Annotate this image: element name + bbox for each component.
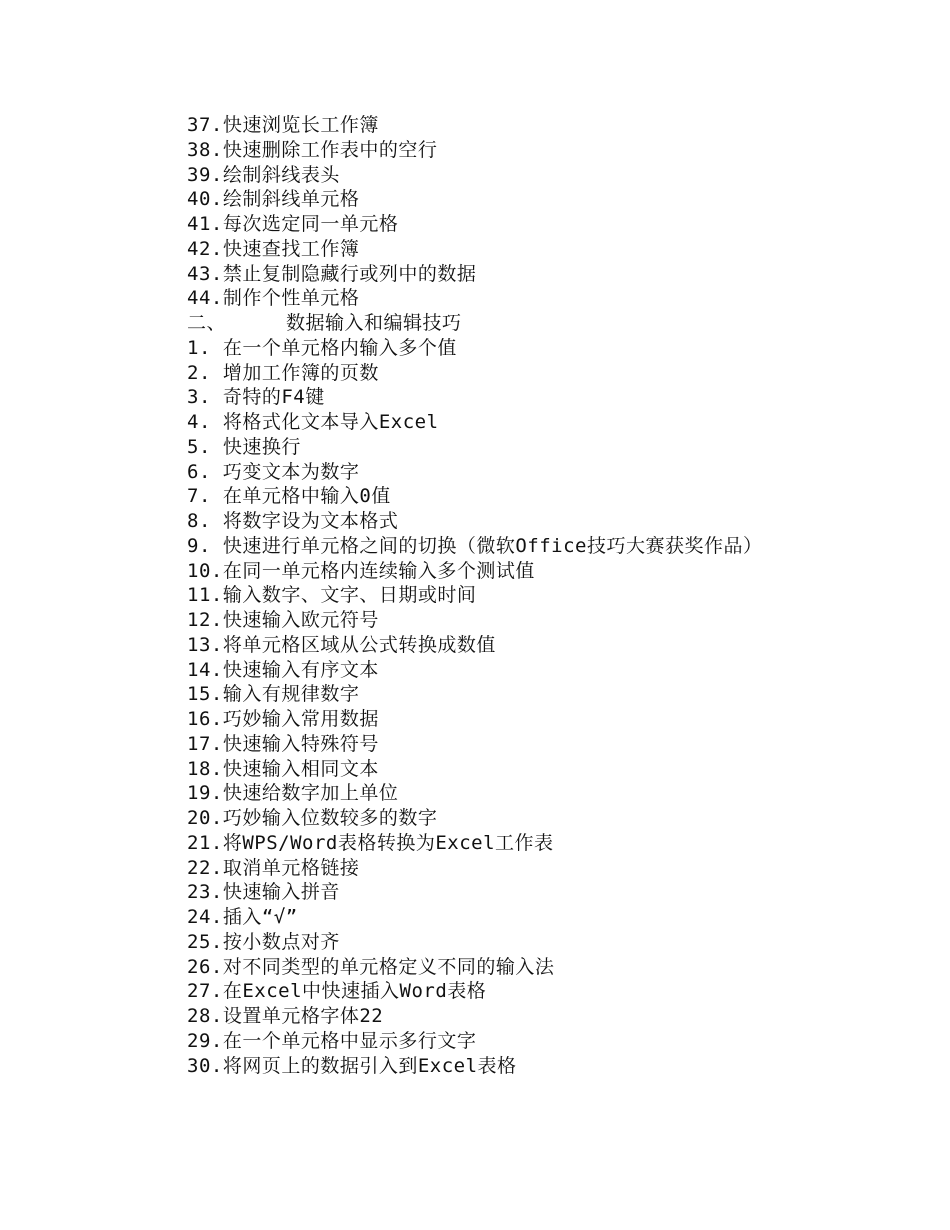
section-heading xyxy=(142,311,822,336)
list-item: 39.绘制斜线表头 xyxy=(187,163,340,186)
list-item: 44.制作个性单元格 xyxy=(187,287,360,310)
list-item: 42.快速查找工作簿 xyxy=(187,237,360,260)
list-item: 3. 奇特的F4键 xyxy=(187,386,325,409)
list-item: 37.快速浏览长工作簿 xyxy=(187,114,379,136)
list-item: 7. 在单元格中输入0值 xyxy=(187,485,391,508)
list-item: 1. 在一个单元格内输入多个值 xyxy=(187,336,457,359)
list-item: 40.绘制斜线单元格 xyxy=(187,188,360,211)
list-item: 41.每次选定同一单元格 xyxy=(187,213,399,235)
list-item: 38.快速删除工作表中的空行 xyxy=(187,138,438,161)
list-item: 27.在Excel中快速插入Word表格 xyxy=(187,980,487,1003)
list-item: 14.快速输入有序文本 xyxy=(187,658,379,681)
list-item: 4. 将格式化文本导入Excel xyxy=(187,411,439,433)
list-item: 12.快速输入欧元符号 xyxy=(187,609,379,631)
list-item: 18.快速输入相同文本 xyxy=(187,757,379,780)
list-item: 6. 巧变文本为数字 xyxy=(187,460,360,483)
list-item: 19.快速给数字加上单位 xyxy=(187,782,399,805)
list-item: 10.在同一单元格内连续输入多个测试值 xyxy=(187,559,535,582)
list-item: 21.将WPS/Word表格转换为Excel工作表 xyxy=(187,831,554,854)
list-item: 28.设置单元格字体22 xyxy=(187,1005,384,1027)
list-item: 13.将单元格区域从公式转换成数值 xyxy=(187,633,496,656)
list-item: 26.对不同类型的单元格定义不同的输入法 xyxy=(187,955,555,978)
list-item: 29.在一个单元格中显示多行文字 xyxy=(187,1029,477,1052)
list-item: 15.输入有规律数字 xyxy=(187,683,360,706)
list-item: 8. 将数字设为文本格式 xyxy=(187,510,399,532)
list-item: 17.快速输入特殊符号 xyxy=(187,732,379,755)
list-item: 20.巧妙输入位数较多的数字 xyxy=(187,807,438,829)
list-item: 16.巧妙输入常用数据 xyxy=(187,708,379,730)
list-item: 2. 增加工作簿的页数 xyxy=(187,361,379,384)
section-title: 数据输入和编辑技巧 xyxy=(286,312,462,334)
list-item: 30.将网页上的数据引入到Excel表格 xyxy=(187,1054,517,1077)
list-item: 5. 快速换行 xyxy=(187,435,301,458)
list-item: 22.取消单元格链接 xyxy=(187,856,360,879)
list-item: 24.插入“√” xyxy=(187,906,298,928)
list-item: 25.按小数点对齐 xyxy=(187,930,340,953)
list-item: 43.禁止复制隐藏行或列中的数据 xyxy=(187,262,477,285)
toc-list xyxy=(142,113,822,1078)
list-item: 23.快速输入拼音 xyxy=(187,881,340,904)
section-number: 二、 xyxy=(187,312,227,334)
list-item: 11.输入数字、文字、日期或时间 xyxy=(187,584,477,607)
list-item: 9. 快速进行单元格之间的切换（微软Office技巧大赛获奖作品） xyxy=(187,534,763,557)
